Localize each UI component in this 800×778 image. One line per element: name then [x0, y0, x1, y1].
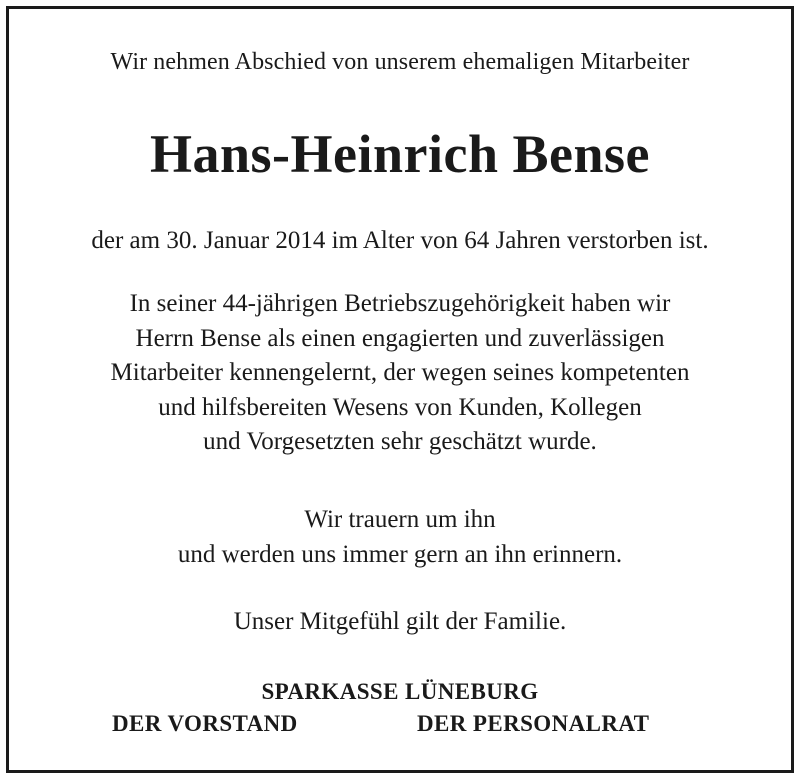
- obituary-notice: [6, 6, 794, 773]
- tribute-line: und hilfsbereiten Wesens von Kunden, Kollegen: [158, 393, 642, 421]
- tribute-line: und Vorgesetzten sehr geschätzt wurde.: [203, 428, 597, 455]
- tribute-line: In seiner 44-jährigen Betriebszugehörigkeit haben wir: [129, 290, 671, 317]
- mourning-paragraph: [9, 503, 791, 572]
- signatory-board: DER VORSTAND: [112, 711, 298, 736]
- tribute-line: Mitarbeiter kennengelernt, der wegen seines kompetenten: [110, 359, 690, 386]
- mourning-line: Wir trauern um ihn: [304, 506, 496, 533]
- mourning-line: und werden uns immer gern an ihn erinnern.: [177, 540, 623, 568]
- tribute-line: Herrn Bense als einen engagierten und zuverlässigen: [135, 324, 665, 352]
- tribute-paragraph: [9, 287, 791, 460]
- deceased-name: Hans-Heinrich Bense: [149, 124, 650, 184]
- condolence-paragraph: [9, 605, 791, 640]
- death-date-text: der am 30. Januar 2014 im Alter von 64 Jahren verstorben ist.: [91, 227, 709, 254]
- signatory-staff-council: DER PERSONALRAT: [417, 711, 650, 736]
- condolence-text: Unser Mitgefühl gilt der Familie.: [233, 608, 567, 635]
- intro-text: Wir nehmen Abschied von unserem ehemaligen Mitarbeiter: [110, 49, 690, 75]
- organization-name: SPARKASSE LÜNEBURG: [261, 679, 539, 704]
